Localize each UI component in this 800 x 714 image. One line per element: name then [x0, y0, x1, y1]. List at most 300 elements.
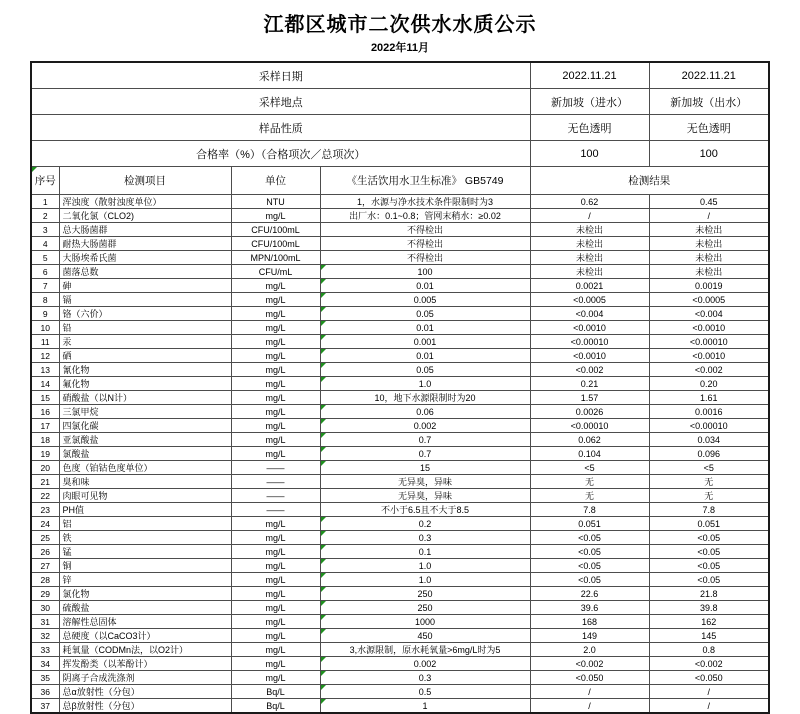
cell-standard: 无异臭，异味 [320, 489, 530, 503]
table-row [31, 251, 769, 265]
column-header-item: 检测项目 [59, 167, 231, 195]
cell-result-outlet: <0.05 [649, 573, 769, 587]
cell-unit: mg/L [231, 209, 320, 223]
info-value-outlet: 无色透明 [649, 115, 769, 141]
table-row [31, 293, 769, 307]
cell-result-outlet: <0.0010 [649, 321, 769, 335]
cell-item: PH值 [59, 503, 231, 517]
cell-item: 二氧化氯（CLO2) [59, 209, 231, 223]
cell-result-outlet: / [649, 209, 769, 223]
cell-result-outlet: <0.004 [649, 307, 769, 321]
cell-item: 菌落总数 [59, 265, 231, 279]
cell-no: 8 [31, 293, 59, 307]
table-row [31, 447, 769, 461]
cell-no: 27 [31, 559, 59, 573]
cell-no: 2 [31, 209, 59, 223]
table-row [31, 237, 769, 251]
cell-standard: 不小于6.5且不大于8.5 [320, 503, 530, 517]
cell-result-outlet: 未检出 [649, 237, 769, 251]
table-row [31, 657, 769, 671]
column-header-row [31, 167, 769, 195]
cell-item: 氟化物 [59, 377, 231, 391]
cell-standard: 不得检出 [320, 237, 530, 251]
table-row [31, 335, 769, 349]
cell-item: 氰化物 [59, 363, 231, 377]
cell-unit: mg/L [231, 433, 320, 447]
cell-result-inlet: <0.0010 [530, 321, 649, 335]
table-row [31, 279, 769, 293]
cell-standard: 3,水源限制，原水耗氧量>6mg/L时为5 [320, 643, 530, 657]
info-value-outlet: 新加坡（出水） [649, 89, 769, 115]
cell-item: 溶解性总固体 [59, 615, 231, 629]
cell-unit: mg/L [231, 321, 320, 335]
cell-unit: mg/L [231, 363, 320, 377]
cell-no: 25 [31, 531, 59, 545]
excel-corner-flag-icon [321, 671, 326, 676]
cell-standard: 0.001 [320, 335, 530, 349]
excel-corner-flag-icon [321, 335, 326, 340]
cell-result-outlet: / [649, 685, 769, 699]
excel-corner-flag-icon [321, 349, 326, 354]
excel-corner-flag-icon [321, 587, 326, 592]
cell-no: 16 [31, 405, 59, 419]
cell-result-outlet: <0.002 [649, 363, 769, 377]
cell-result-inlet: 未检出 [530, 237, 649, 251]
cell-no: 30 [31, 601, 59, 615]
cell-result-outlet: 0.45 [649, 195, 769, 209]
cell-unit: —— [231, 475, 320, 489]
column-header-no-label: 序号 [34, 175, 56, 187]
cell-unit: mg/L [231, 293, 320, 307]
cell-unit: CFU/mL [231, 265, 320, 279]
cell-no: 35 [31, 671, 59, 685]
cell-unit: mg/L [231, 587, 320, 601]
column-header-result: 检测结果 [530, 167, 769, 195]
excel-corner-flag-icon [321, 685, 326, 690]
table-row [31, 545, 769, 559]
cell-result-inlet: 0.062 [530, 433, 649, 447]
table-row [31, 461, 769, 475]
cell-result-outlet: <0.05 [649, 559, 769, 573]
cell-result-outlet: 1.61 [649, 391, 769, 405]
cell-standard: 1 [320, 699, 530, 714]
excel-corner-flag-icon [32, 167, 37, 172]
cell-unit: —— [231, 503, 320, 517]
table-row [31, 265, 769, 279]
cell-no: 4 [31, 237, 59, 251]
cell-standard: 0.2 [320, 517, 530, 531]
info-label: 采样日期 [31, 62, 530, 89]
cell-no: 29 [31, 587, 59, 601]
cell-standard: 0.05 [320, 363, 530, 377]
cell-result-outlet: 7.8 [649, 503, 769, 517]
cell-standard: 15 [320, 461, 530, 475]
cell-result-outlet: 0.0019 [649, 279, 769, 293]
cell-no: 37 [31, 699, 59, 714]
table-row [31, 517, 769, 531]
cell-standard: 100 [320, 265, 530, 279]
excel-corner-flag-icon [321, 279, 326, 284]
table-row [31, 195, 769, 209]
cell-result-outlet: 未检出 [649, 223, 769, 237]
table-row [31, 615, 769, 629]
cell-result-outlet: <0.05 [649, 531, 769, 545]
table-row [31, 405, 769, 419]
cell-result-inlet: 未检出 [530, 223, 649, 237]
cell-item: 阴离子合成洗涤剂 [59, 671, 231, 685]
data-section [31, 195, 769, 714]
cell-item: 铁 [59, 531, 231, 545]
cell-no: 5 [31, 251, 59, 265]
cell-item: 硒 [59, 349, 231, 363]
info-value-inlet: 100 [530, 141, 649, 167]
cell-unit: mg/L [231, 657, 320, 671]
cell-result-inlet: 1.57 [530, 391, 649, 405]
cell-unit: mg/L [231, 545, 320, 559]
table-row [31, 363, 769, 377]
cell-standard: 0.005 [320, 293, 530, 307]
cell-result-inlet: 未检出 [530, 251, 649, 265]
cell-result-outlet: <5 [649, 461, 769, 475]
cell-result-inlet: <0.05 [530, 559, 649, 573]
cell-no: 14 [31, 377, 59, 391]
cell-result-inlet: <0.050 [530, 671, 649, 685]
cell-result-outlet: <0.0005 [649, 293, 769, 307]
cell-no: 15 [31, 391, 59, 405]
cell-standard: 不得检出 [320, 251, 530, 265]
cell-result-inlet: 无 [530, 489, 649, 503]
cell-result-outlet: 0.8 [649, 643, 769, 657]
table-row [31, 601, 769, 615]
cell-item: 氯酸盐 [59, 447, 231, 461]
cell-result-inlet: 0.051 [530, 517, 649, 531]
cell-item: 汞 [59, 335, 231, 349]
table-row [31, 685, 769, 699]
cell-result-inlet: 0.0026 [530, 405, 649, 419]
cell-standard: 250 [320, 601, 530, 615]
cell-standard: 1.0 [320, 573, 530, 587]
column-header-no [31, 167, 59, 195]
cell-standard: 0.5 [320, 685, 530, 699]
info-label: 合格率（%）（合格项次／总项次） [31, 141, 530, 167]
cell-result-outlet: 无 [649, 475, 769, 489]
water-quality-table [30, 61, 770, 714]
excel-corner-flag-icon [321, 657, 326, 662]
cell-result-outlet: 145 [649, 629, 769, 643]
info-label: 采样地点 [31, 89, 530, 115]
table-row [31, 307, 769, 321]
cell-result-inlet: <0.004 [530, 307, 649, 321]
cell-unit: mg/L [231, 531, 320, 545]
cell-no: 10 [31, 321, 59, 335]
excel-corner-flag-icon [321, 293, 326, 298]
cell-result-outlet: <0.0010 [649, 349, 769, 363]
cell-result-inlet: <0.0010 [530, 349, 649, 363]
table-row [31, 475, 769, 489]
cell-result-inlet: 0.0021 [530, 279, 649, 293]
excel-corner-flag-icon [321, 363, 326, 368]
cell-result-inlet: <0.05 [530, 573, 649, 587]
table-row [31, 489, 769, 503]
cell-result-inlet: 0.62 [530, 195, 649, 209]
cell-standard: 0.7 [320, 433, 530, 447]
page-title: 江都区城市二次供水水质公示 [263, 14, 537, 36]
excel-corner-flag-icon [321, 461, 326, 466]
info-value-inlet: 2022.11.21 [530, 62, 649, 89]
cell-item: 砷 [59, 279, 231, 293]
cell-no: 24 [31, 517, 59, 531]
cell-standard: 1.0 [320, 377, 530, 391]
cell-no: 17 [31, 419, 59, 433]
cell-standard: 0.01 [320, 321, 530, 335]
excel-corner-flag-icon [321, 419, 326, 424]
cell-result-outlet: 0.034 [649, 433, 769, 447]
cell-item: 浑浊度（散射浊度单位） [59, 195, 231, 209]
cell-no: 36 [31, 685, 59, 699]
cell-result-outlet: <0.05 [649, 545, 769, 559]
table-row [31, 391, 769, 405]
cell-result-outlet: 0.051 [649, 517, 769, 531]
cell-standard: 450 [320, 629, 530, 643]
cell-result-inlet: <0.00010 [530, 419, 649, 433]
cell-result-outlet: <0.002 [649, 657, 769, 671]
cell-unit: mg/L [231, 559, 320, 573]
cell-no: 19 [31, 447, 59, 461]
cell-standard: 1.0 [320, 559, 530, 573]
cell-unit: Bq/L [231, 685, 320, 699]
cell-no: 21 [31, 475, 59, 489]
cell-result-inlet: 无 [530, 475, 649, 489]
cell-no: 7 [31, 279, 59, 293]
cell-result-inlet: <5 [530, 461, 649, 475]
cell-result-inlet: 22.6 [530, 587, 649, 601]
cell-unit: CFU/100mL [231, 237, 320, 251]
cell-unit: mg/L [231, 279, 320, 293]
excel-corner-flag-icon [321, 447, 326, 452]
cell-result-outlet: 未检出 [649, 265, 769, 279]
cell-unit: mg/L [231, 517, 320, 531]
info-value-outlet: 2022.11.21 [649, 62, 769, 89]
cell-no: 9 [31, 307, 59, 321]
cell-result-inlet: 39.6 [530, 601, 649, 615]
table-row [31, 377, 769, 391]
cell-standard: 1000 [320, 615, 530, 629]
excel-corner-flag-icon [321, 321, 326, 326]
cell-result-inlet: 2.0 [530, 643, 649, 657]
cell-result-outlet: <0.00010 [649, 419, 769, 433]
cell-standard: 出厂水：0.1~0.8；管网末稍水：≥0.02 [320, 209, 530, 223]
cell-standard: 0.1 [320, 545, 530, 559]
table-row [31, 349, 769, 363]
cell-result-inlet: 7.8 [530, 503, 649, 517]
cell-result-inlet: <0.05 [530, 545, 649, 559]
cell-result-inlet: 0.104 [530, 447, 649, 461]
cell-unit: mg/L [231, 419, 320, 433]
cell-no: 1 [31, 195, 59, 209]
cell-result-inlet: / [530, 685, 649, 699]
cell-item: 臭和味 [59, 475, 231, 489]
cell-unit: —— [231, 461, 320, 475]
table-row [31, 531, 769, 545]
cell-unit: mg/L [231, 377, 320, 391]
excel-corner-flag-icon [321, 265, 326, 270]
cell-unit: mg/L [231, 643, 320, 657]
excel-corner-flag-icon [321, 615, 326, 620]
cell-standard: 不得检出 [320, 223, 530, 237]
cell-unit: mg/L [231, 447, 320, 461]
excel-corner-flag-icon [321, 531, 326, 536]
cell-item: 铝 [59, 517, 231, 531]
cell-result-outlet: 0.096 [649, 447, 769, 461]
cell-item: 总硬度（以CaCO3计） [59, 629, 231, 643]
table-row [31, 559, 769, 573]
info-row [31, 115, 769, 141]
cell-standard: 0.002 [320, 419, 530, 433]
cell-standard: 1，水源与净水技术条件限制时为3 [320, 195, 530, 209]
cell-standard: 0.06 [320, 405, 530, 419]
cell-result-outlet: 未检出 [649, 251, 769, 265]
cell-no: 22 [31, 489, 59, 503]
cell-result-inlet: <0.0005 [530, 293, 649, 307]
info-value-inlet: 无色透明 [530, 115, 649, 141]
cell-result-outlet: 39.8 [649, 601, 769, 615]
excel-corner-flag-icon [321, 545, 326, 550]
cell-no: 12 [31, 349, 59, 363]
table-row [31, 223, 769, 237]
cell-item: 总β放射性（分包） [59, 699, 231, 714]
cell-standard: 10，地下水源限制时为20 [320, 391, 530, 405]
cell-result-inlet: <0.00010 [530, 335, 649, 349]
cell-result-outlet: 0.0016 [649, 405, 769, 419]
cell-result-outlet: 21.8 [649, 587, 769, 601]
table-row [31, 573, 769, 587]
cell-unit: mg/L [231, 349, 320, 363]
cell-item: 锌 [59, 573, 231, 587]
excel-corner-flag-icon [321, 433, 326, 438]
info-section [31, 62, 769, 167]
cell-item: 耗氧量（CODMn法，以O2计） [59, 643, 231, 657]
cell-standard: 250 [320, 587, 530, 601]
cell-result-inlet: 149 [530, 629, 649, 643]
cell-no: 23 [31, 503, 59, 517]
cell-result-outlet: / [649, 699, 769, 714]
cell-unit: mg/L [231, 391, 320, 405]
cell-standard: 0.7 [320, 447, 530, 461]
info-label: 样品性质 [31, 115, 530, 141]
cell-unit: mg/L [231, 671, 320, 685]
cell-result-outlet: <0.00010 [649, 335, 769, 349]
info-value-inlet: 新加坡（进水） [530, 89, 649, 115]
cell-no: 34 [31, 657, 59, 671]
cell-standard: 无异臭，异味 [320, 475, 530, 489]
cell-item: 耐热大肠菌群 [59, 237, 231, 251]
cell-result-inlet: <0.002 [530, 657, 649, 671]
cell-item: 亚氯酸盐 [59, 433, 231, 447]
cell-no: 3 [31, 223, 59, 237]
cell-standard: 0.3 [320, 531, 530, 545]
table-row [31, 419, 769, 433]
info-row [31, 141, 769, 167]
cell-no: 26 [31, 545, 59, 559]
table-row [31, 321, 769, 335]
cell-item: 硝酸盐（以N计） [59, 391, 231, 405]
excel-corner-flag-icon [321, 307, 326, 312]
cell-result-inlet: <0.05 [530, 531, 649, 545]
cell-result-inlet: 未检出 [530, 265, 649, 279]
cell-item: 三氯甲烷 [59, 405, 231, 419]
column-header-standard: 《生活饮用水卫生标准》 GB5749 [320, 167, 530, 195]
cell-result-inlet: <0.002 [530, 363, 649, 377]
info-value-outlet: 100 [649, 141, 769, 167]
cell-result-inlet: 0.21 [530, 377, 649, 391]
excel-corner-flag-icon [321, 559, 326, 564]
excel-corner-flag-icon [321, 601, 326, 606]
cell-standard: 0.3 [320, 671, 530, 685]
cell-item: 四氯化碳 [59, 419, 231, 433]
cell-result-inlet: / [530, 699, 649, 714]
cell-unit: mg/L [231, 615, 320, 629]
cell-result-outlet: 0.20 [649, 377, 769, 391]
table-row [31, 643, 769, 657]
cell-no: 31 [31, 615, 59, 629]
cell-item: 铬（六价） [59, 307, 231, 321]
cell-unit: mg/L [231, 405, 320, 419]
cell-result-outlet: <0.050 [649, 671, 769, 685]
cell-unit: NTU [231, 195, 320, 209]
table-row [31, 671, 769, 685]
cell-unit: mg/L [231, 307, 320, 321]
cell-unit: Bq/L [231, 699, 320, 714]
table-row [31, 629, 769, 643]
cell-result-outlet: 162 [649, 615, 769, 629]
cell-standard: 0.01 [320, 349, 530, 363]
excel-corner-flag-icon [321, 517, 326, 522]
cell-result-inlet: / [530, 209, 649, 223]
cell-no: 6 [31, 265, 59, 279]
excel-corner-flag-icon [321, 629, 326, 634]
cell-item: 总α放射性（分包） [59, 685, 231, 699]
cell-unit: mg/L [231, 335, 320, 349]
table-row [31, 587, 769, 601]
info-row [31, 62, 769, 89]
cell-no: 18 [31, 433, 59, 447]
column-header-section [31, 167, 769, 195]
cell-standard: 0.01 [320, 279, 530, 293]
column-header-unit: 单位 [231, 167, 320, 195]
cell-unit: —— [231, 489, 320, 503]
page-subtitle: 2022年11月 [370, 42, 430, 54]
cell-item: 镉 [59, 293, 231, 307]
table-row [31, 433, 769, 447]
excel-corner-flag-icon [321, 699, 326, 704]
cell-item: 色度（铂钴色度单位） [59, 461, 231, 475]
excel-corner-flag-icon [321, 573, 326, 578]
cell-no: 20 [31, 461, 59, 475]
cell-item: 挥发酚类（以苯酚计） [59, 657, 231, 671]
cell-unit: mg/L [231, 573, 320, 587]
cell-unit: MPN/100mL [231, 251, 320, 265]
cell-no: 33 [31, 643, 59, 657]
cell-no: 32 [31, 629, 59, 643]
cell-standard: 0.05 [320, 307, 530, 321]
excel-corner-flag-icon [321, 377, 326, 382]
cell-item: 肉眼可见物 [59, 489, 231, 503]
cell-item: 铜 [59, 559, 231, 573]
cell-item: 氯化物 [59, 587, 231, 601]
cell-no: 28 [31, 573, 59, 587]
cell-standard: 0.002 [320, 657, 530, 671]
cell-item: 铅 [59, 321, 231, 335]
